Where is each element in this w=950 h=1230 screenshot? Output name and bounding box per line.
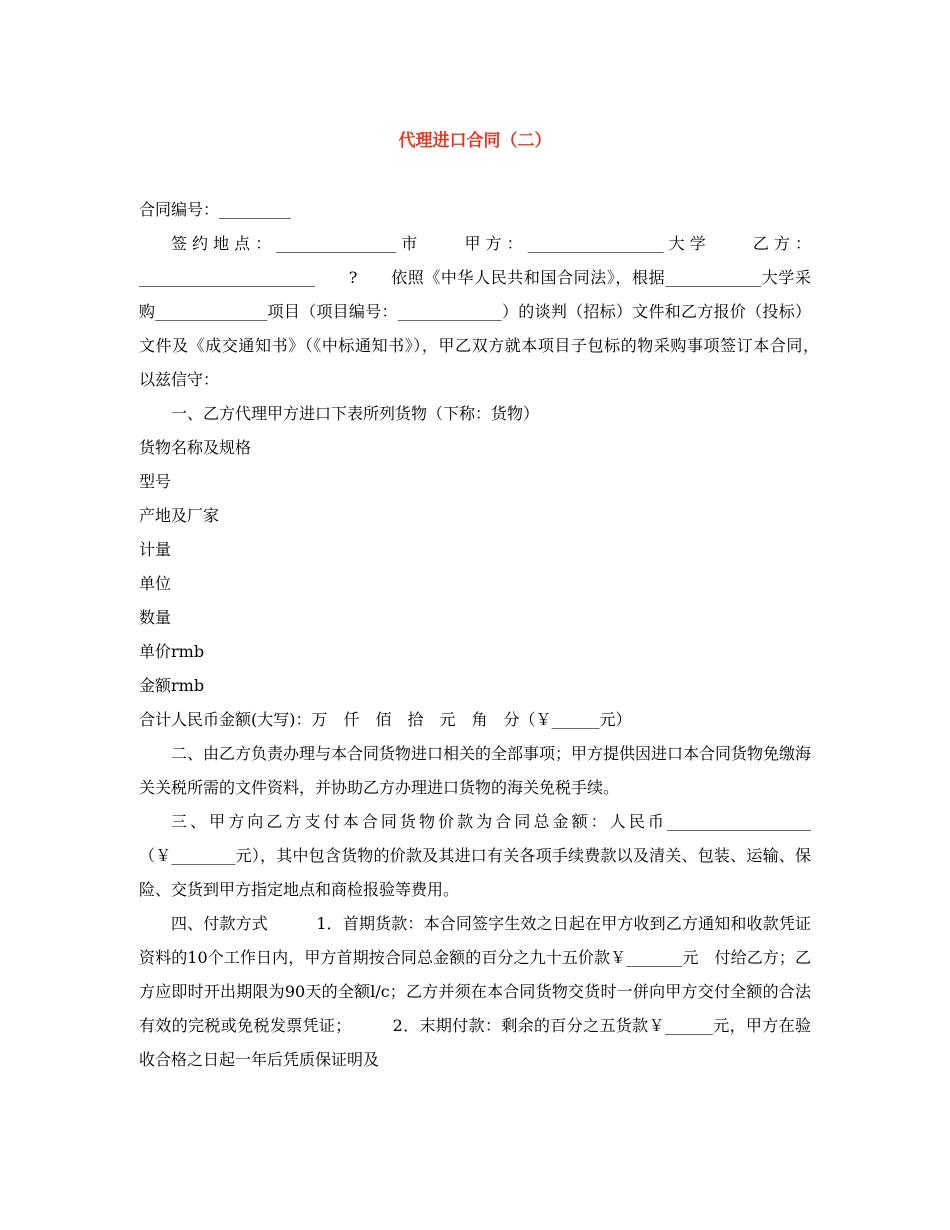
- total-amount-line: 合计人民币金额(大写)：万 仟 佰 拾 元 角 分（￥______元）: [139, 710, 632, 729]
- goods-field-origin-maker: 产地及厂家: [139, 506, 220, 525]
- document-body: [139, 193, 828, 1077]
- goods-field-unit-price: 单价rmb: [139, 642, 205, 661]
- paragraph-section-1: 一、乙方代理甲方进口下表所列货物（下称：货物）: [171, 404, 540, 423]
- goods-field-quantity: 数量: [139, 608, 172, 627]
- paragraph-section-3: 三、甲方向乙方支付本合同货物价款为合同总金额：人民币__________________（￥________元），其中包含货物的价款及其进口有关各项手续费款以及清关、包装、运输、保险、交货到甲方指定地点和商检报验等费用。: [139, 812, 811, 899]
- goods-field-name-spec: 货物名称及规格: [139, 438, 252, 457]
- goods-field-unit: 单位: [139, 574, 172, 593]
- paragraph-section-2: 二、由乙方负责办理与本合同货物进口相关的全部事项；甲方提供因进口本合同货物免缴海关关税所需的文件资料，并协助乙方办理进口货物的海关免税手续。: [139, 744, 812, 797]
- document-title: 代理进口合同（二）: [398, 131, 552, 151]
- paragraph-section-4: 四、付款方式 1．首期货款：本合同签字生效之日起在甲方收到乙方通知和收款凭证资料的10个工作日内，甲方首期按合同总金额的百分之九十五价款￥_______元 付给乙方；乙方应即时开出期限为90天的全额l/c；乙方并须在本合同货物交货时一併向甲方交付全额的合法有效的完税或免税发票凭证； 2．末期付款：剩余的百分之五货款￥______元，甲方在验收合格之日起一年后凭质保证明及: [139, 914, 811, 1069]
- contract-number-line: 合同编号：_________: [139, 200, 292, 219]
- goods-field-amount: 金额rmb: [139, 676, 205, 695]
- goods-field-model: 型号: [139, 472, 172, 491]
- paragraph-preamble: 签约地点：_______________市 甲方：_________________大学 乙方：______________________ ? 依照《中华人民共和国合同法》，根据____________大学采购______________项目（项目编号：_____________）的谈判（招标）文件和乙方报价（投标）文件及《成交通知书》（《中标通知书》），甲乙双方就本项目子包标的物采购事项签订本合同， 以兹信守：: [139, 234, 828, 389]
- goods-field-measure: 计量: [139, 540, 172, 559]
